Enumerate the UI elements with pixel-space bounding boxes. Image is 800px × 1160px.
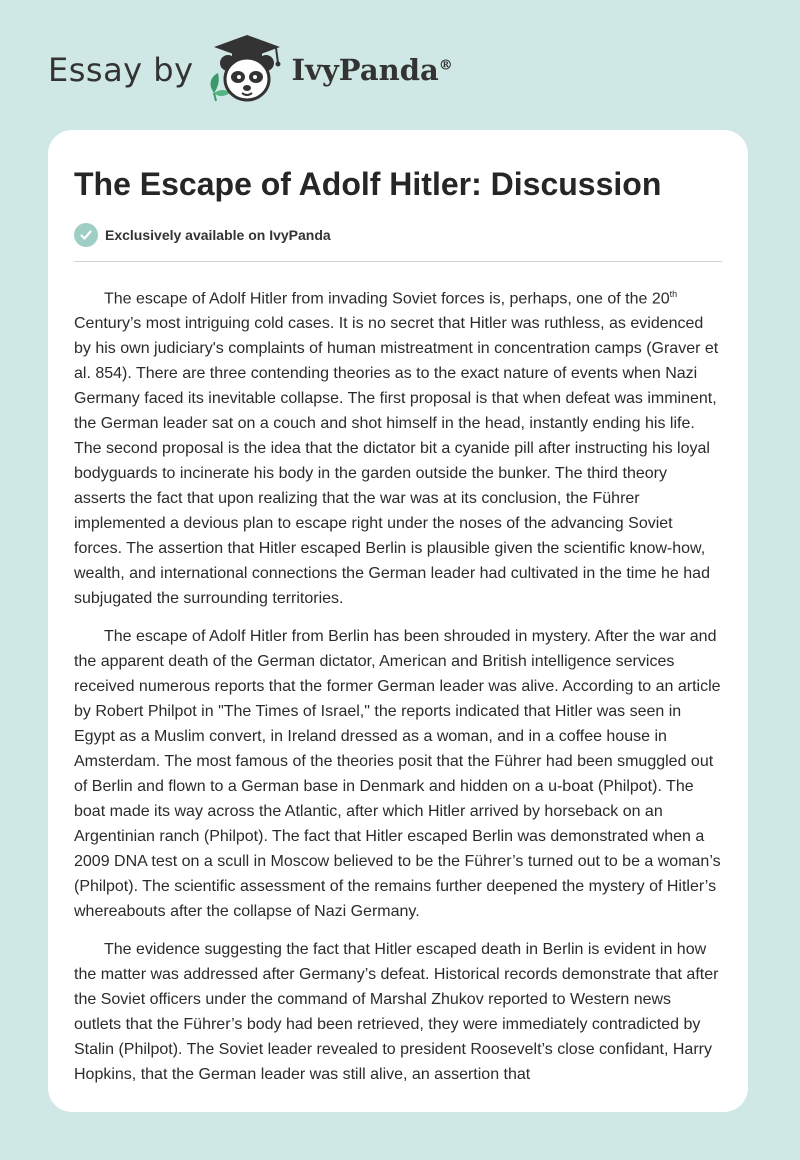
- page-title: The Escape of Adolf Hitler: Discussion: [74, 166, 662, 202]
- check-icon: [74, 223, 98, 247]
- paragraph: The escape of Adolf Hitler from invading Soviet forces is, perhaps, one of the 20th Century’s most intriguing cold cases. It is no secret that Hitler was ruthless, as evidenced by his own judiciary's complaints of human mistreatment in concentration camps (Graver et al. 854). There are three contending theories as to the exact nature of events when Nazi Germany faced its inevitable collapse. The first proposal is that when defeat was imminent, the German leader sat on a couch and shot himself in the head, instantly ending his life. The second proposal is the idea that the dictator bit a cyanide pill after instructing his loyal bodyguards to incinerate his body in the garden outside the bunker. The third theory asserts the fact that upon realizing that the war was at its conclusion, the Führer implemented a devious plan to escape right under the noses of the advancing Soviet forces. The assertion that Hitler escaped Berlin is plausible given the scientific know-how, wealth, and international connections the German leader had cultivated in the time he had subjugated the surrounding territories.: [74, 289, 719, 608]
- registered-mark: ®: [438, 57, 453, 74]
- essay-body: [74, 282, 722, 1100]
- paragraph: The escape of Adolf Hitler from Berlin has been shrouded in mystery. After the war and the apparent death of the German dictator, American and British intelligence services received numerous reports that the former German leader was alive. According to an article by Robert Philpot in "The Times of Israel," the reports indicated that Hitler was seen in Egypt as a Muslim convert, in Ireland dressed as a woman, and in a coffee house in Amsterdam. The most famous of the theories posit that the Führer had been smuggled out of Berlin and flown to a German base in Denmark and hidden on a u-boat (Philpot). The boat made its way across the Atlantic, after which Hitler arrived by horseback on an Argentinian ranch (Philpot). The fact that Hitler escaped Berlin was demonstrated when a 2009 DNA test on a scull in Moscow believed to be the Führer’s turned out to be a woman’s (Philpot). The scientific assessment of the remains further deepened the mystery of Hitler’s whereabouts after the collapse of Nazi Germany.: [74, 628, 721, 921]
- site-header: [48, 30, 748, 110]
- divider: [74, 261, 722, 262]
- paragraph: The evidence suggesting the fact that Hitler escaped death in Berlin is evident in how the matter was addressed after Germany’s defeat. Historical records demonstrate that after the Soviet officers under the command of Marshal Zhukov reported to Western news outlets that the Führer’s body had been retrieved, they were immediately contradicted by Stalin (Philpot). The Soviet leader revealed to president Roosevelt’s close confidant, Harry Hopkins, that the German leader was still alive, an assertion that: [74, 941, 719, 1084]
- exclusive-label: Exclusively available on IvyPanda: [105, 227, 331, 243]
- panda-logo-icon[interactable]: [204, 33, 290, 107]
- brand-name[interactable]: IvyPanda®: [291, 53, 453, 87]
- essay-card: [48, 130, 748, 1112]
- exclusive-badge: [74, 222, 331, 248]
- brand-prefix: Essay by: [48, 51, 194, 89]
